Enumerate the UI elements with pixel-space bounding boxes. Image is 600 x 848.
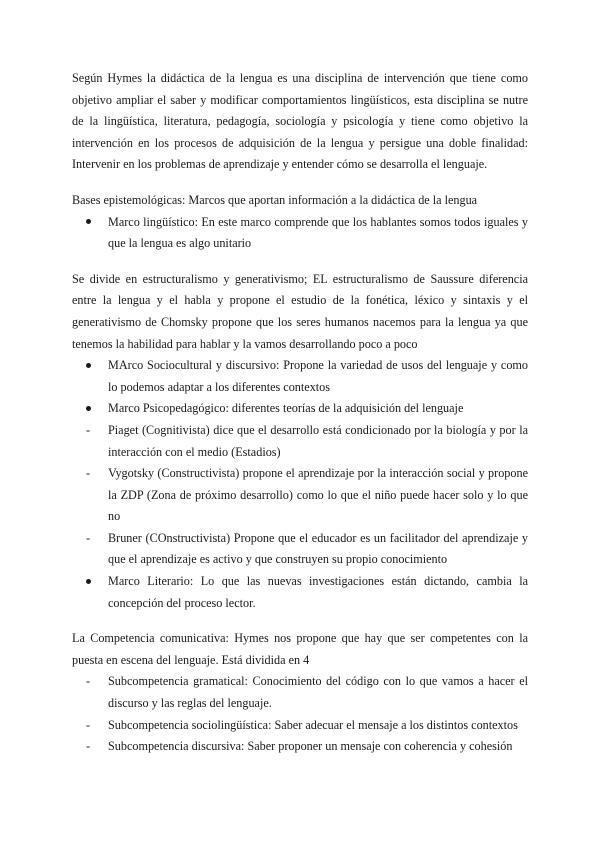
- list-item: [72, 736, 528, 758]
- dash-marker: -: [86, 422, 91, 437]
- frameworks-list: [72, 355, 528, 614]
- structuralism-paragraph: Se divide en estructuralismo y generativismo; EL estructuralismo de Saussure diferencia entre la lengua y el habla y propone el estudio de la fonética, léxico y sintaxis y el generativismo de Chomsky propone que los seres humanos nacemos para la lengua ya que tenemos la habilidad para hablar y la vamos desarrollando poco a poco: [72, 271, 528, 351]
- dash-marker: -: [86, 530, 91, 545]
- list-item: [72, 463, 528, 528]
- list-item-text: Bruner (COnstructivista) Propone que el educador es un facilitador del aprendizaje y que el aprendizaje es activo y que construyen su propio conocimiento: [108, 530, 528, 567]
- list-item-text: Marco lingüístico: En este marco comprende que los hablantes somos todos iguales y que la lengua es algo unitario: [108, 214, 528, 251]
- list-item: [72, 571, 528, 614]
- list-item: [72, 715, 528, 737]
- list-item-text: Subcompetencia gramatical: Conocimiento del código con lo que vamos a hacer el discurso y las reglas del lenguaje.: [108, 674, 528, 711]
- bullet-marker: [86, 355, 100, 377]
- subcompetence-list: [72, 671, 528, 757]
- list-item: [72, 528, 528, 571]
- intro-paragraph: Según Hymes la didáctica de la lengua es una disciplina de intervención que tiene como objetivo ampliar el saber y modificar comportamientos lingüísticos, esta disciplina se nutre de la lingüística, literatura, pedagogía, sociología y psicología y tiene como objetivo la intervención en los procesos de adquisición de la lengua y persigue una doble finalidad: Intervenir en los problemas de aprendizaje y entender cómo se desarrolla el lenguaje.: [72, 71, 528, 172]
- bullet-marker: [86, 398, 100, 420]
- dash-marker: -: [86, 674, 91, 689]
- list-item-text: Marco Literario: Lo que las nuevas investigaciones están dictando, cambia la concepción del proceso lector.: [108, 574, 528, 610]
- dash-marker: -: [86, 466, 91, 481]
- list-item-text: MArco Sociocultural y discursivo: Propone la variedad de usos del lenguaje y como lo podemos adaptar a los diferentes contextos: [108, 358, 528, 394]
- list-item: [72, 671, 528, 714]
- list-item-text: Subcompetencia sociolingüística: Saber adecuar el mensaje a los distintos contextos: [108, 717, 518, 732]
- list-item-text: Subcompetencia discursiva: Saber proponer un mensaje con coherencia y cohesión: [108, 739, 513, 754]
- competence-paragraph: La Competencia comunicativa: Hymes nos propone que hay que ser competentes con la puesta en escena del lenguaje. Está dividida en 4: [72, 631, 528, 667]
- list-item: [72, 420, 528, 463]
- dash-marker: -: [86, 717, 91, 732]
- dash-marker: -: [86, 739, 91, 754]
- list-item: [72, 355, 528, 398]
- bases-heading: Bases epistemológicas: Marcos que aportan información a la didáctica de la lengua: [72, 192, 478, 207]
- list-item-text: Marco Psicopedagógico: diferentes teorías de la adquisición del lenguaje: [108, 401, 464, 416]
- list-item-text: Piaget (Cognitivista) dice que el desarrollo está condicionado por la biología y por la interacción con el medio (Estadios): [108, 422, 528, 459]
- list-item: [72, 212, 528, 255]
- bases-list: [72, 212, 528, 255]
- bullet-marker: [86, 571, 100, 593]
- bullet-marker: [86, 212, 100, 234]
- list-item-text: Vygotsky (Constructivista) propone el aprendizaje por la interacción social y propone la ZDP (Zona de próximo desarrollo) como lo que el niño puede hacer solo y lo que no: [108, 466, 528, 524]
- list-item: [72, 398, 528, 420]
